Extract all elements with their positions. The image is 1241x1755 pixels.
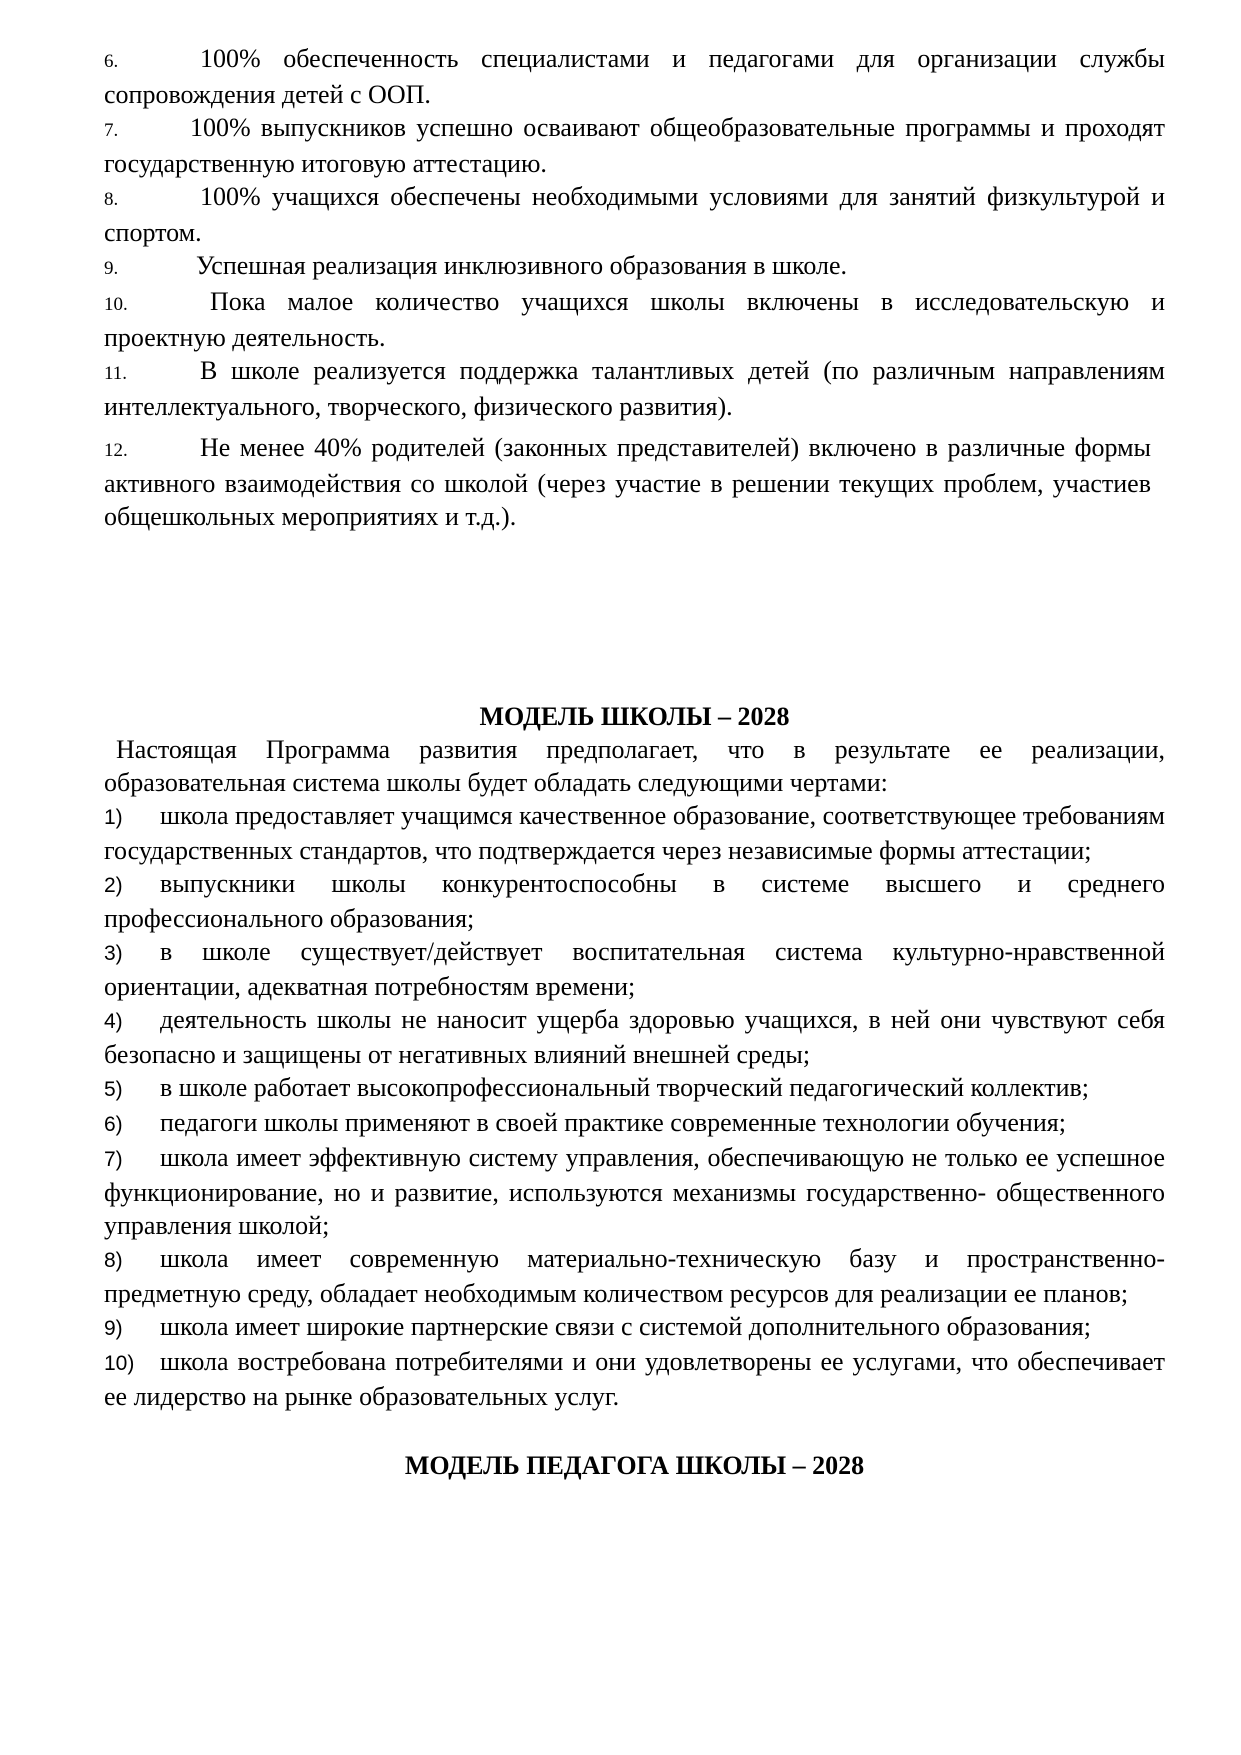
list-item (104, 111, 1165, 180)
item-text: Успешная реализация инклюзивного образования в школе. (196, 251, 848, 280)
list-item (104, 180, 1165, 249)
item-number: 4) (104, 1010, 123, 1033)
item-text: выпускники школы конкурентоспособны в системе высшего и среднего профессионального образования; (104, 869, 1165, 933)
item-number: 7) (104, 1148, 123, 1171)
item-number: 10. (104, 294, 128, 315)
item-text: деятельность школы не наносит ущерба здоровью учащихся, в ней они чувствуют себя безопасно и защищены от негативных влияний внешней среды; (104, 1005, 1165, 1069)
list-item (104, 249, 1165, 285)
item-number: 2) (104, 874, 123, 897)
item-text: Пока малое количество учащихся школы включены в исследовательскую и проектную деятельность. (104, 287, 1165, 352)
item-text: в школе работает высокопрофессиональный творческий педагогический коллектив; (160, 1073, 1090, 1102)
item-text: педагоги школы применяют в своей практике современные технологии обучения; (160, 1108, 1066, 1137)
item-number: 3) (104, 942, 123, 965)
list-item (104, 1242, 1165, 1310)
item-number: 8. (104, 189, 119, 210)
item-number: 1) (104, 806, 123, 829)
list-item (104, 1071, 1165, 1106)
item-text: 100% обеспеченность специалистами и педагогами для организации службы сопровождения детей с ООП. (104, 44, 1165, 109)
item-text: школа имеет современную материально-техническую базу и пространственно-предметную среду, обладает необходимым количеством ресурсов для реализации ее планов; (104, 1244, 1165, 1308)
item-text: школа предоставляет учащимся качественное образование, соответствующее требованиям государственных стандартов, что подтверждается через независимые формы аттестации; (104, 801, 1165, 865)
list-item (104, 431, 1165, 533)
school-model-title: МОДЕЛЬ ШКОЛЫ – 2028 (479, 702, 790, 731)
list-item (104, 867, 1165, 935)
item-text: 100% выпускников успешно осваивают общеобразовательные программы и проходят государственную итоговую аттестацию. (104, 113, 1165, 178)
item-number: 7. (104, 120, 119, 141)
school-model-intro: Настоящая Программа развития предполагает, что в результате ее реализации, образовательная система школы будет обладать следующими чертами: (104, 735, 1165, 797)
item-number: 9. (104, 258, 119, 279)
item-number: 12. (104, 440, 128, 461)
results-list (104, 42, 1165, 533)
list-item (104, 1003, 1165, 1071)
list-item (104, 1141, 1165, 1242)
teacher-model-title: МОДЕЛЬ ПЕДАГОГА ШКОЛЫ – 2028 (404, 1451, 865, 1480)
item-number: 6) (104, 1113, 123, 1136)
list-item (104, 285, 1165, 354)
item-number: 5) (104, 1078, 123, 1101)
item-number: 8) (104, 1249, 123, 1272)
list-item (104, 935, 1165, 1003)
list-item (104, 1106, 1165, 1141)
list-item (104, 1310, 1165, 1345)
item-number: 6. (104, 51, 119, 72)
item-number: 10) (104, 1352, 135, 1375)
school-model-list (104, 799, 1165, 1413)
list-item (104, 799, 1165, 867)
item-number: 9) (104, 1317, 123, 1340)
item-number: 11. (104, 363, 128, 384)
item-text: 100% учащихся обеспечены необходимыми условиями для занятий физкультурой и спортом. (104, 182, 1165, 247)
list-item (104, 354, 1165, 423)
list-item (104, 42, 1165, 111)
list-item (104, 1345, 1165, 1413)
item-text: школа имеет эффективную систему управления, обеспечивающую не только ее успешное функционирование, но и развитие, используются механизмы государственно- общественного управления школой; (104, 1143, 1165, 1240)
item-text: в школе существует/действует воспитательная система культурно-нравственной ориентации, адекватная потребностям времени; (104, 937, 1165, 1001)
item-text: школа имеет широкие партнерские связи с системой дополнительного образования; (160, 1312, 1091, 1341)
item-text: Не менее 40% родителей (законных представителей) включено в различные формы активного взаимодействия со школой (через участие в решении текущих проблем, участиев общешкольных мероприятиях и т.д.). (104, 433, 1151, 531)
item-text: В школе реализуется поддержка талантливых детей (по различным направлениям интеллектуального, творческого, физического развития). (104, 356, 1165, 421)
item-text: школа востребована потребителями и они удовлетворены ее услугами, что обеспечивает ее лидерство на рынке образовательных услуг. (104, 1347, 1165, 1411)
